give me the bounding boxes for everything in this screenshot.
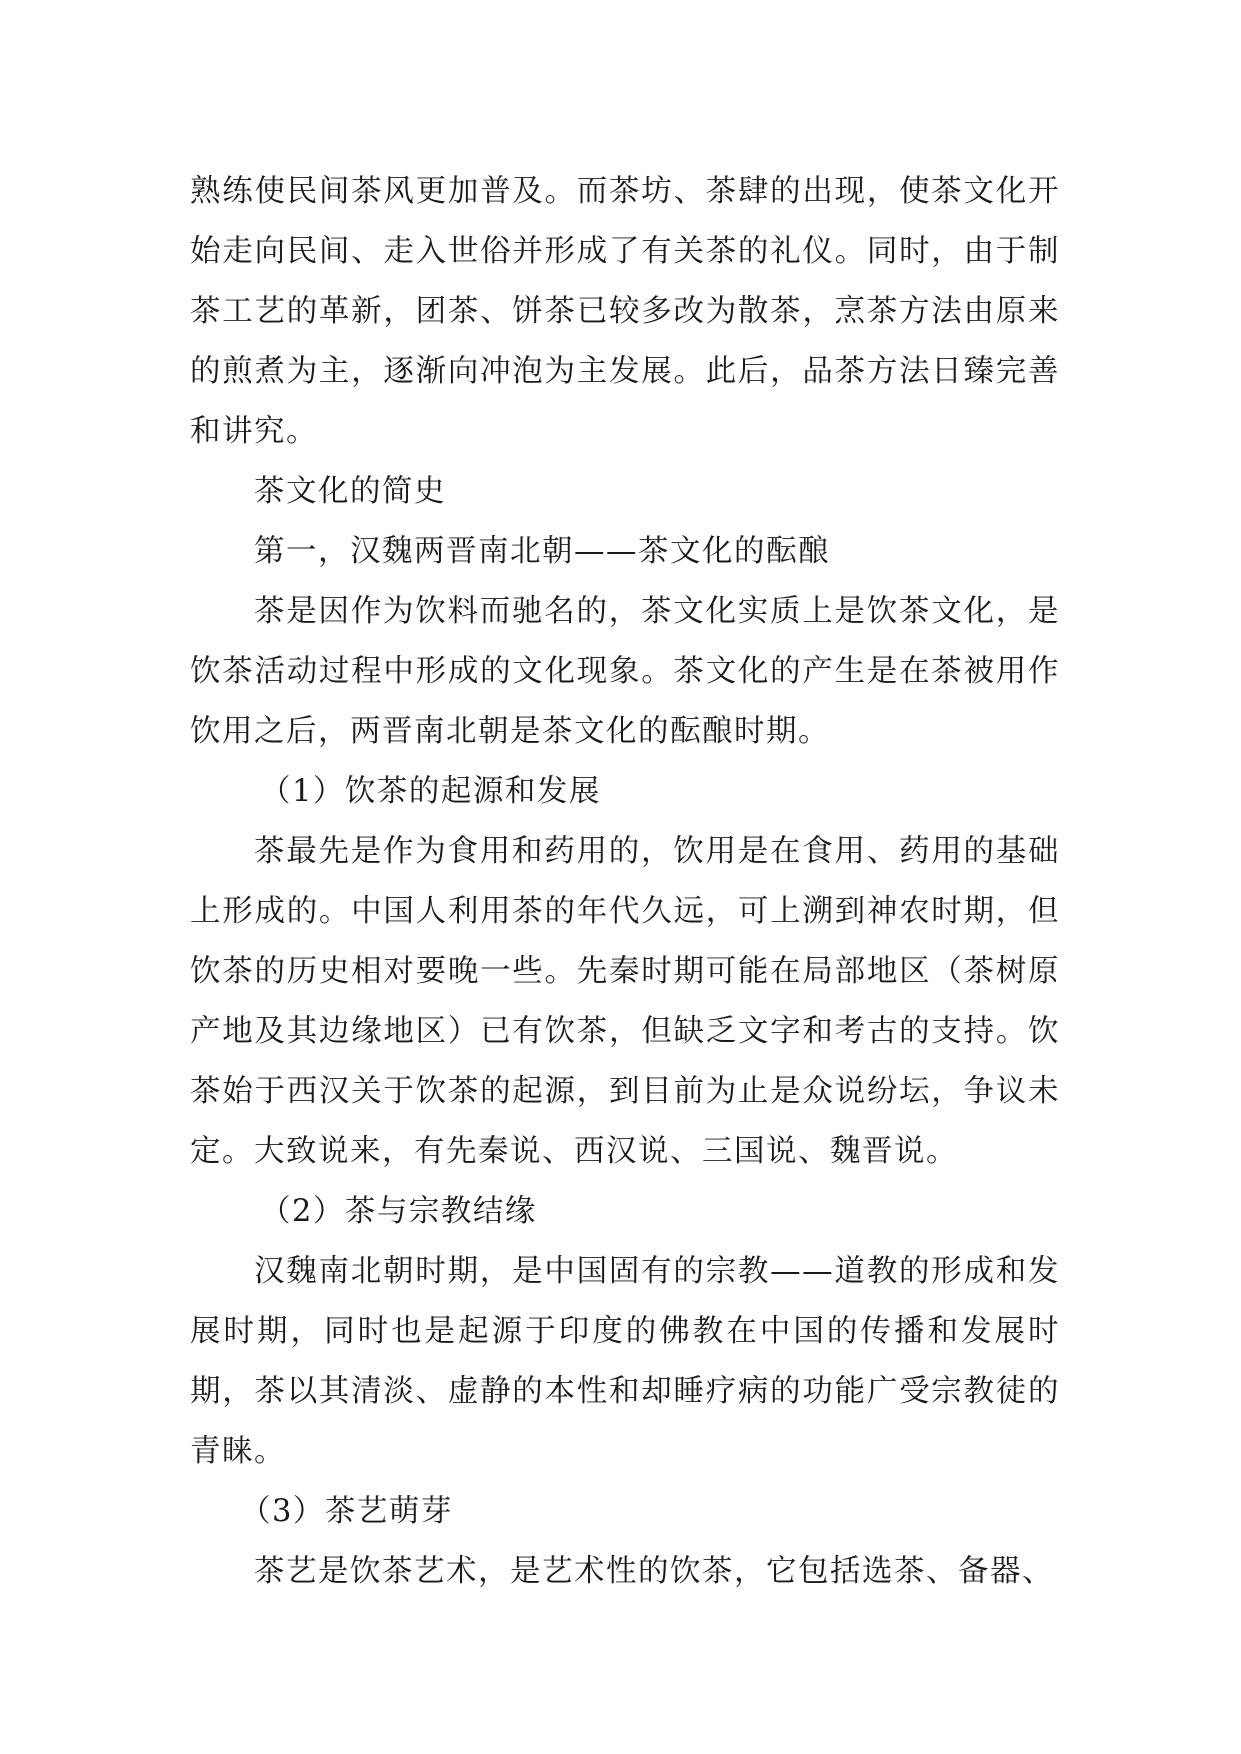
paragraph: 汉魏南北朝时期，是中国固有的宗教——道教的形成和发展时期，同时也是起源于印度的佛教在中国的传播和发展时期，茶以其清淡、虚静的本性和却睡疗病的功能广受宗教徒的青睐。 — [190, 1254, 1060, 1469]
subsection-heading: （2）茶与宗教结缘 — [260, 1194, 537, 1229]
paragraph: 茶最先是作为食用和药用的，饮用是在食用、药用的基础上形成的。中国人利用茶的年代久远，可上溯到神农时期，但饮茶的历史相对要晚一些。先秦时期可能在局部地区（茶树原产地及其边缘地区）已有饮茶，但缺乏文字和考古的支持。饮茶始于西汉关于饮茶的起源，到目前为止是众说纷坛，争议未定。大致说来，有先秦说、西汉说、三国说、魏晋说。 — [190, 834, 1060, 1169]
section-title: 茶文化的简史 — [254, 474, 446, 509]
paragraph: 茶艺是饮茶艺术，是艺术性的饮茶，它包括选茶、备器、 — [254, 1554, 1054, 1589]
document-body — [190, 162, 1060, 1602]
section-subtitle: 第一，汉魏两晋南北朝——茶文化的酝酿 — [254, 534, 830, 569]
subsection-heading: （1）饮茶的起源和发展 — [260, 774, 601, 809]
paragraph: 茶是因作为饮料而驰名的，茶文化实质上是饮茶文化，是饮茶活动过程中形成的文化现象。茶文化的产生是在茶被用作饮用之后，两晋南北朝是茶文化的酝酿时期。 — [190, 594, 1060, 749]
paragraph: 熟练使民间茶风更加普及。而茶坊、茶肆的出现，使茶文化开始走向民间、走入世俗并形成了有关茶的礼仪。同时，由于制茶工艺的革新，团茶、饼茶已较多改为散茶，烹茶方法由原来的煎煮为主，逐渐向冲泡为主发展。此后，品茶方法日臻完善和讲究。 — [190, 174, 1060, 449]
subsection-heading: （3）茶艺萌芽 — [240, 1494, 453, 1529]
